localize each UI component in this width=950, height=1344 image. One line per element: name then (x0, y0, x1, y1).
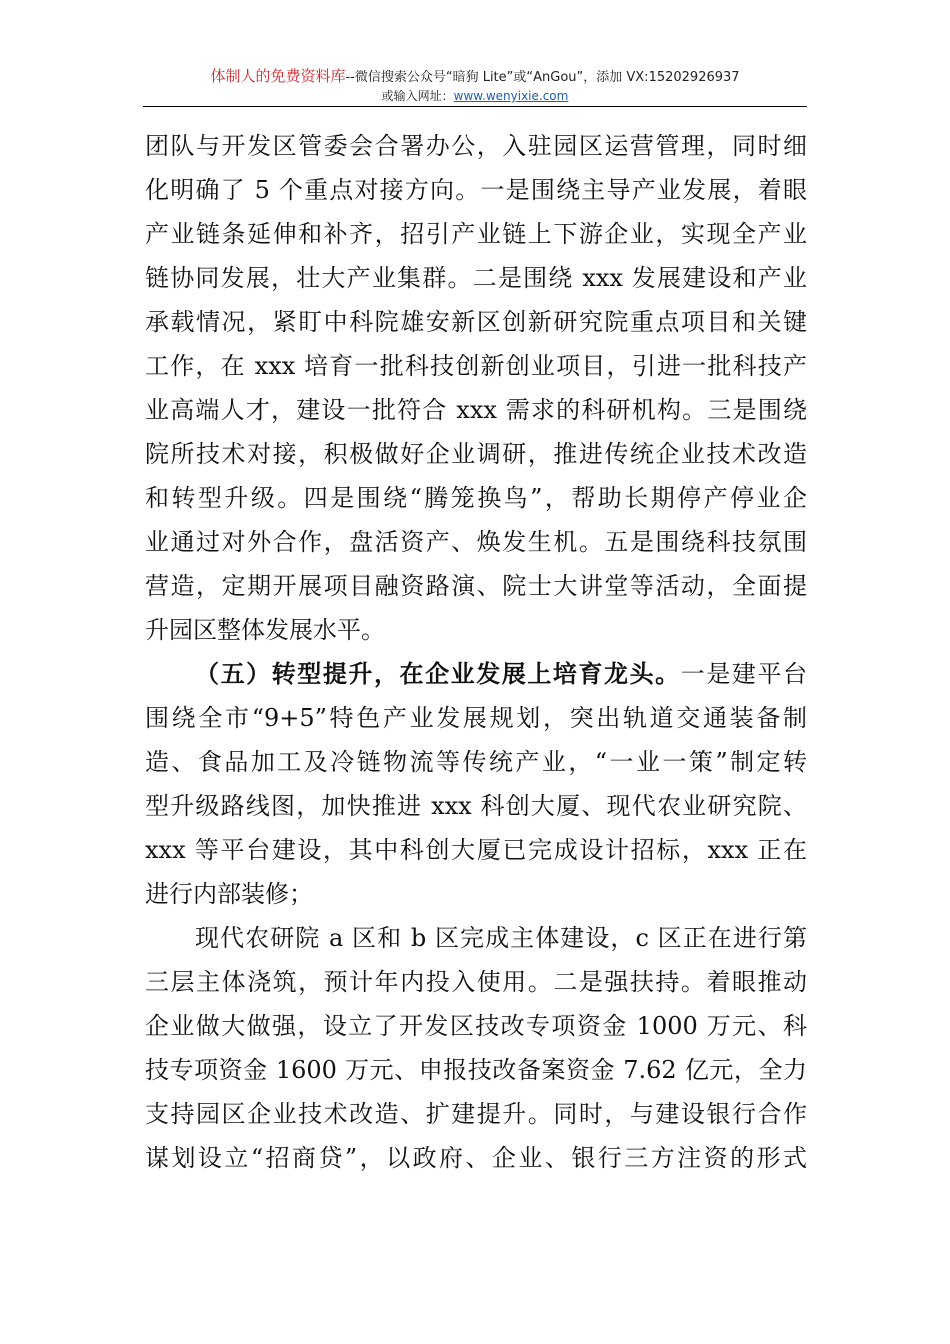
header-line-2 (143, 88, 807, 104)
text-line: 进行内部装修； (145, 880, 313, 908)
text-line: 营造，定期开展项目融资路演、院士大讲堂等活动，全面提 (145, 572, 807, 600)
header-rule (143, 106, 807, 107)
text-line: xxx 等平台建设，其中科创大厦已完成设计招标，xxx 正在 (145, 836, 807, 864)
document-body (145, 124, 807, 1180)
text-line: 企业做大做强，设立了开发区技改专项资金 1000 万元、科 (145, 1012, 807, 1040)
section-5-heading: （五）转型提升，在企业发展上培育龙头。 (195, 659, 681, 688)
text-line: 化明确了 5 个重点对接方向。一是围绕主导产业发展，着眼 (145, 176, 807, 204)
text-line: 围绕全市“9+5”特色产业发展规划，突出轨道交通装备制 (145, 704, 807, 732)
text-line: 谋划设立“招商贷”，以政府、企业、银行三方注资的形式 (145, 1144, 807, 1172)
header-line-1 (143, 66, 807, 88)
text-line: 业高端人才，建设一批符合 xxx 需求的科研机构。三是围绕 (145, 396, 807, 424)
section-5-heading-line (145, 652, 807, 696)
text-line: 现代农研院 a 区和 b 区完成主体建设，c 区正在进行第 (195, 924, 807, 952)
text-line: 三层主体浇筑，预计年内投入使用。二是强扶持。着眼推动 (145, 968, 807, 996)
page-header (143, 66, 807, 104)
paragraph-section-5 (145, 652, 807, 916)
header-url-prefix: 或输入网址： (381, 89, 454, 103)
text-line: 院所技术对接，积极做好企业调研，推进传统企业技术改造 (145, 440, 807, 468)
header-brand: 体制人的免费资料库 (210, 67, 346, 85)
text-line: 链协同发展，壮大产业集群。二是围绕 xxx 发展建设和产业 (145, 264, 807, 292)
text-line: 型升级路线图，加快推进 xxx 科创大厦、现代农业研究院、 (145, 792, 807, 820)
text-line: 升园区整体发展水平。 (145, 616, 385, 644)
paragraph-3 (145, 916, 807, 1180)
text-line: 团队与开发区管委会合署办公，入驻园区运营管理，同时细 (145, 132, 807, 160)
text-line: 产业链条延伸和补齐，招引产业链上下游企业，实现全产业 (145, 220, 807, 248)
text-line: 承载情况，紧盯中科院雄安新区创新研究院重点项目和关键 (145, 308, 807, 336)
text-line: 技专项资金 1600 万元、申报技改备案资金 7.62 亿元，全力 (145, 1056, 807, 1084)
header-url-link[interactable]: www.wenyixie.com (453, 89, 569, 103)
paragraph-1 (145, 124, 807, 652)
text-line: 工作，在 xxx 培育一批科技创新创业项目，引进一批科技产 (145, 352, 807, 380)
text-line: 造、食品加工及冷链物流等传统产业，“一业一策”制定转 (145, 748, 807, 776)
text-line: 和转型升级。四是围绕“腾笼换鸟”，帮助长期停产停业企 (145, 484, 807, 512)
section-5-heading-tail: 一是建平台 (680, 660, 808, 688)
text-line: 业通过对外合作，盘活资产、焕发生机。五是围绕科技氛围 (145, 528, 807, 556)
text-line: 支持园区企业技术改造、扩建提升。同时，与建设银行合作 (145, 1100, 807, 1128)
header-info: --微信搜索公众号“暗狗 Lite”或“AnGou”，添加 VX:15202926937 (345, 70, 740, 85)
